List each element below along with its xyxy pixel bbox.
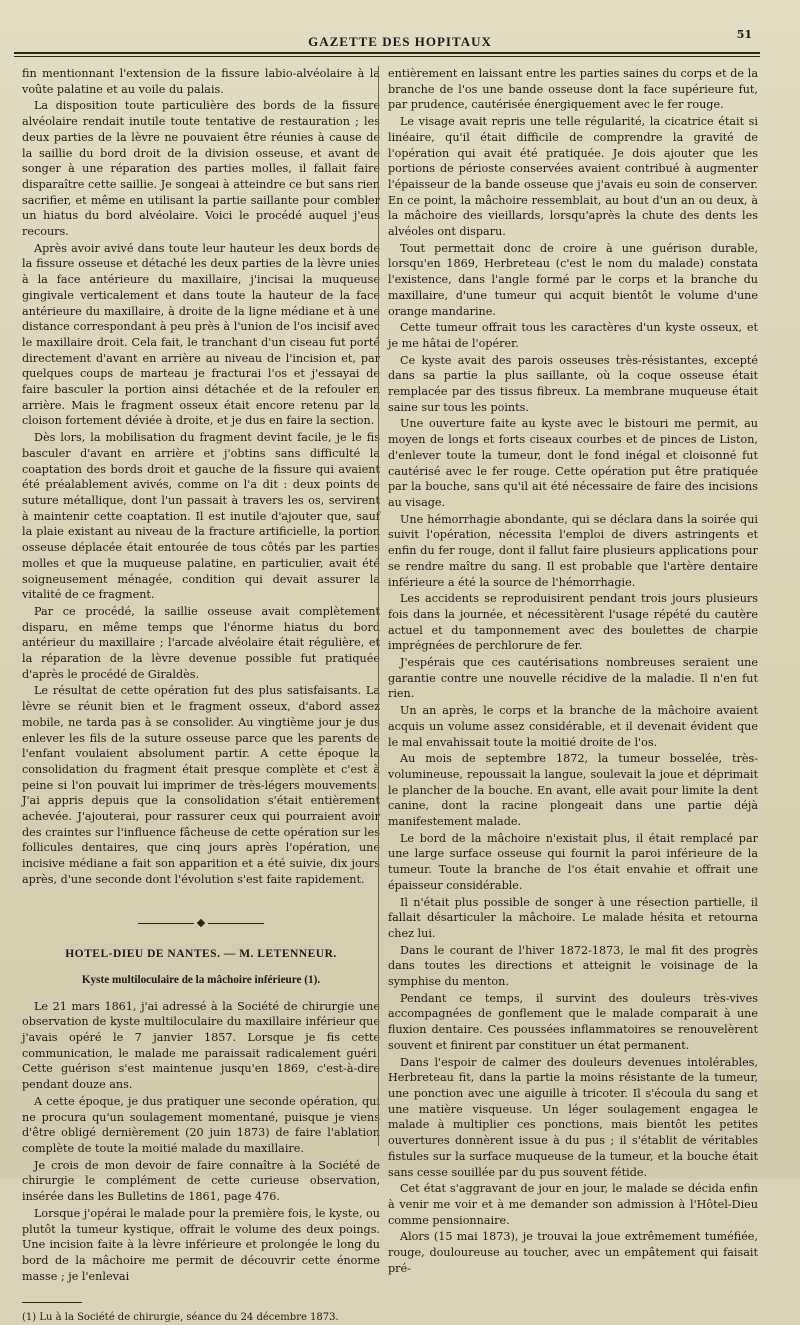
paragraph: Après avoir avivé dans toute leur hauteur les deux bords de la fissure osseuse et détaché les deux parties de la lèvre unies à la face antérieure du maxillaire, j'incisai la muqueuse gingivale verticalement et dans toute la hauteur de la face antérieure du maxillaire, à droite de la ligne médiane et à une distance correspondant à peu près à l'union de l'os incisif avec le maxillaire droit. Cela fait, le tranchant d'un ciseau fut porté directement d'avant en arrière au niveau de l'incision et, par quelques coups de marteau je fracturai l'os et j'essayai de faire basculer la portion ainsi détachée et de la refouler en arrière. Mais le fragment osseux était encore retenu par la cloison fortement déviée à droite, et je dus en faire la section. xyxy=(22,241,380,428)
paragraph: Par ce procédé, la saillie osseuse avait complètement disparu, en même temps que l'énorme hiatus du bord antérieur du maxillaire ; l'arcade alvéolaire était régulière, et la réparation de la lèvre devenue possible fut pratiquée d'après le procédé de Giraldès. xyxy=(22,604,380,681)
paragraph: Cet état s'aggravant de jour en jour, le malade se décida enfin à venir me voir et à me demander son admission à l'Hôtel-Dieu comme pensionnaire. xyxy=(388,1182,758,1227)
paragraph: Le visage avait repris une telle régularité, la cicatrice était si linéaire, qu'il était difficile de comprendre la gravité de l'opération qui avait été pratiquée. Je dois ajouter que les portions de périoste conservées avaient contribué à augmenter l'épaisseur de la bande osseuse que j'avais eu soin de conserver. En ce point, la mâchoire ressemblait, au bout d'un an ou deux, à la mâchoire des vieillards, lorsqu'après la chute des dents les alvéoles ont disparu. xyxy=(388,115,758,239)
paragraph: Un an après, le corps et la branche de la mâchoire avaient acquis un volume assez considérable, et il devenait évident que le mal envahissait toute la moitié droite de l'os. xyxy=(388,704,758,749)
paragraph: Une hémorrhagie abondante, qui se déclara dans la soirée qui suivit l'opération, nécessita l'emploi de divers astringents et enfin du fer rouge, dont il fallut faire plusieurs applications pour se rendre maître du sang. Il est probable que l'artère dentaire inférieure a été la source de l'hémorrhagie. xyxy=(388,512,758,589)
page-number: 51 xyxy=(736,28,752,41)
paragraph: La disposition toute particulière des bords de la fissure alvéolaire rendait inutile toute tentative de restauration ; les deux parties de la lèvre ne pouvaient être réunies à cause de la saillie du bord droit de la division osseuse, et avant de songer à une réparation des parties molles, il fallait faire disparaître cette saillie. Je songeai à atteindre ce but sans rien sacrifier, et même en utilisant la partie saillante pour combler un hiatus du bord alvéolaire. Voici le procédé auquel j'eus recours. xyxy=(22,99,380,239)
paragraph: entièrement en laissant entre les parties saines du corps et de la branche de l'os une bande osseuse dont la face supérieure fut, par prudence, cautérisée énergiquement avec le fer rouge. xyxy=(388,67,758,112)
paragraph: Le 21 mars 1861, j'ai adressé à la Société de chirurgie une observation de kyste multiloculaire du maxillaire inférieur que j'avais opéré le 7 janvier 1857. Lorsque je fis cette communication, le malade me paraissait radicalement guéri. Cette guérison s'est maintenue jusqu'en 1869, c'est-à-dire pendant douze ans. xyxy=(22,999,380,1092)
paragraph: J'espérais que ces cautérisations nombreuses seraient une garantie contre une nouvelle récidive de la maladie. Il n'en fut rien. xyxy=(388,656,758,701)
section-title: HOTEL-DIEU DE NANTES. — M. LETENNEUR. xyxy=(65,948,337,961)
paragraph: Le résultat de cette opération fut des plus satisfaisants. La lèvre se réunit bien et le fragment osseux, d'abord assez mobile, ne tarda pas à se consolider. Au vingtième jour je dus enlever les fils de la suture osseuse parce que les parents de l'enfant voulaient absolument partir. A cette époque la consolidation du fragment était presque complète et c'est à peine si l'on pouvait lui imprimer de très-légers mouvements. J'ai appris depuis que la consolidation s'était entièrement achevée. J'ajouterai, pour rassurer ceux qui pourraient avoir des craintes sur l'influence fâcheuse de cette opération sur les follicules dentaires, que cinq jours après l'opération, une incisive médiane a fait son apparition et a été suivie, dix jours après, d'une seconde dont l'évolution s'est faite rapidement. xyxy=(22,684,380,886)
paragraph: Je crois de mon devoir de faire connaître à la Société de chirurgie le complément de cette curieuse observation, insérée dans les Bulletins de 1861, page 476. xyxy=(22,1158,380,1204)
paragraph: Pendant ce temps, il survint des douleurs très-vives accompagnées de gonflement que le malade comparait à une fluxion dentaire. Ces poussées inflammatoires se renouvelèrent souvent et finirent par constituer un état permanent. xyxy=(388,991,758,1052)
footnote: (1) Lu à la Société de chirurgie, séance du 24 décembre 1873. xyxy=(22,1312,339,1324)
paragraph: Dans le courant de l'hiver 1872-1873, le mal fit des progrès dans toutes les directions et atteignit le voisinage de la symphise du menton. xyxy=(388,943,758,989)
paragraph: Dans l'espoir de calmer des douleurs devenues intolérables, Herbreteau fit, dans la partie la moins résistante de la tumeur, une ponction avec une aiguille à tricoter. Il s'écoula du sang et une matière visqueuse. Un léger soulagement engagea le malade à multiplier ces ponctions, mais bientôt les petites ouvertures donnèrent issue à du pus ; il s'établit de véritables fistules sur la surface muqueuse de la tumeur, et la bouche était sans cesse souillée par du pus souvent fétide. xyxy=(388,1055,758,1179)
masthead xyxy=(0,22,800,62)
left-column xyxy=(22,66,380,1325)
paragraph: Alors (15 mai 1873), je trouvai la joue extrêmement tuméfiée, rouge, douloureuse au toucher, avec un empâtement qui faisait pré- xyxy=(388,1230,758,1275)
paragraph: Une ouverture faite au kyste avec le bistouri me permit, au moyen de longs et forts ciseaux courbes et de pinces de Liston, d'enlever toute la tumeur, dont le fond inégal et cloisonné fut cautérisé avec le fer rouge. Cette opération put être pratiquée par la bouche, sans qu'il ait été nécessaire de faire des incisions au visage. xyxy=(388,417,758,509)
paragraph: Les accidents se reproduisirent pendant trois jours plusieurs fois dans la journée, et nécessitèrent l'usage répété du cautère actuel et du tamponnement avec des boulettes de charpie imprégnées de perchlorure de fer. xyxy=(388,592,758,653)
column-divider xyxy=(378,66,379,1146)
paragraph: Il n'était plus possible de songer à une résection partielle, il fallait désarticuler la mâchoire. Le malade hésita et retourna chez lui. xyxy=(388,895,758,940)
masthead-rule xyxy=(14,52,760,54)
article-subtitle: Kyste multiloculaire de la mâchoire inférieure (1). xyxy=(81,973,321,986)
paragraph: Au mois de septembre 1872, la tumeur bosselée, très-volumineuse, repoussait la langue, soulevait la joue et déprimait le plancher de la bouche. En avant, elle avait pour limite la dent canine, dont la racine plongeait dans une partie déjà manifestement malade. xyxy=(388,752,758,829)
paragraph: A cette époque, je dus pratiquer une seconde opération, qui ne procura qu'un soulagement momentané, puisque je viens d'être obligé dernièrement (20 juin 1873) de faire l'ablation complète de toute la moitié malade du maxillaire. xyxy=(22,1094,380,1155)
paragraph: fin mentionnant l'extension de la fissure labio-alvéolaire à la voûte palatine et au voile du palais. xyxy=(22,67,380,96)
paragraph: Lorsque j'opérai le malade pour la première fois, le kyste, ou plutôt la tumeur kystique, offrait le volume des deux poings. Une incision faite à la lèvre inférieure et prolongée le long du bord de la mâchoire me permit de découvrir cette énorme masse ; je l'enlevai xyxy=(22,1206,380,1283)
paragraph: Le bord de la mâchoire n'existait plus, il était remplacé par une large surface osseuse qui fournit la paroi inférieure de la tumeur. Toute la branche de l'os était envahie et offrait une épaisseur considérable. xyxy=(388,831,758,892)
paragraph: Tout permettait donc de croire à une guérison durable, lorsqu'en 1869, Herbreteau (c'est le nom du malade) constata l'existence, dans l'angle formé par le corps et la branche du maxillaire, d'une tumeur qui acquit bientôt le volume d'une orange mandarine. xyxy=(388,241,758,318)
paragraph: Cette tumeur offrait tous les caractères d'un kyste osseux, et je me hâtai de l'opérer. xyxy=(388,321,758,350)
right-column xyxy=(388,66,758,1277)
footnote-rule xyxy=(22,1302,82,1303)
section-ornament xyxy=(22,916,380,932)
masthead-rule-thin xyxy=(14,56,760,57)
page-title: GAZETTE DES HOPITAUX xyxy=(308,34,492,49)
paragraph: Ce kyste avait des parois osseuses très-résistantes, excepté dans sa partie la plus saillante, où la coque osseuse était remplacée par des tissus fibreux. La membrane muqueuse était saine sur tous les points. xyxy=(388,353,758,414)
paragraph: Dès lors, la mobilisation du fragment devint facile, je le fis basculer d'avant en arrière et j'obtins sans difficulté la coaptation des bords droit et gauche de la fissure qui avaient été préalablement avivés, comme on l'a dit : deux points de suture métallique, dont l'un passait à travers les os, servirent à maintenir cette coaptation. Il est inutile d'ajouter que, sauf la plaie existant au niveau de la fracture artificielle, la portion osseuse déplacée était entourée de tous côtés par les parties molles et que la muqueuse palatine, en particulier, avait été soigneusement ménagée, condition qui devait assurer la vitalité de ce fragment. xyxy=(22,431,380,602)
